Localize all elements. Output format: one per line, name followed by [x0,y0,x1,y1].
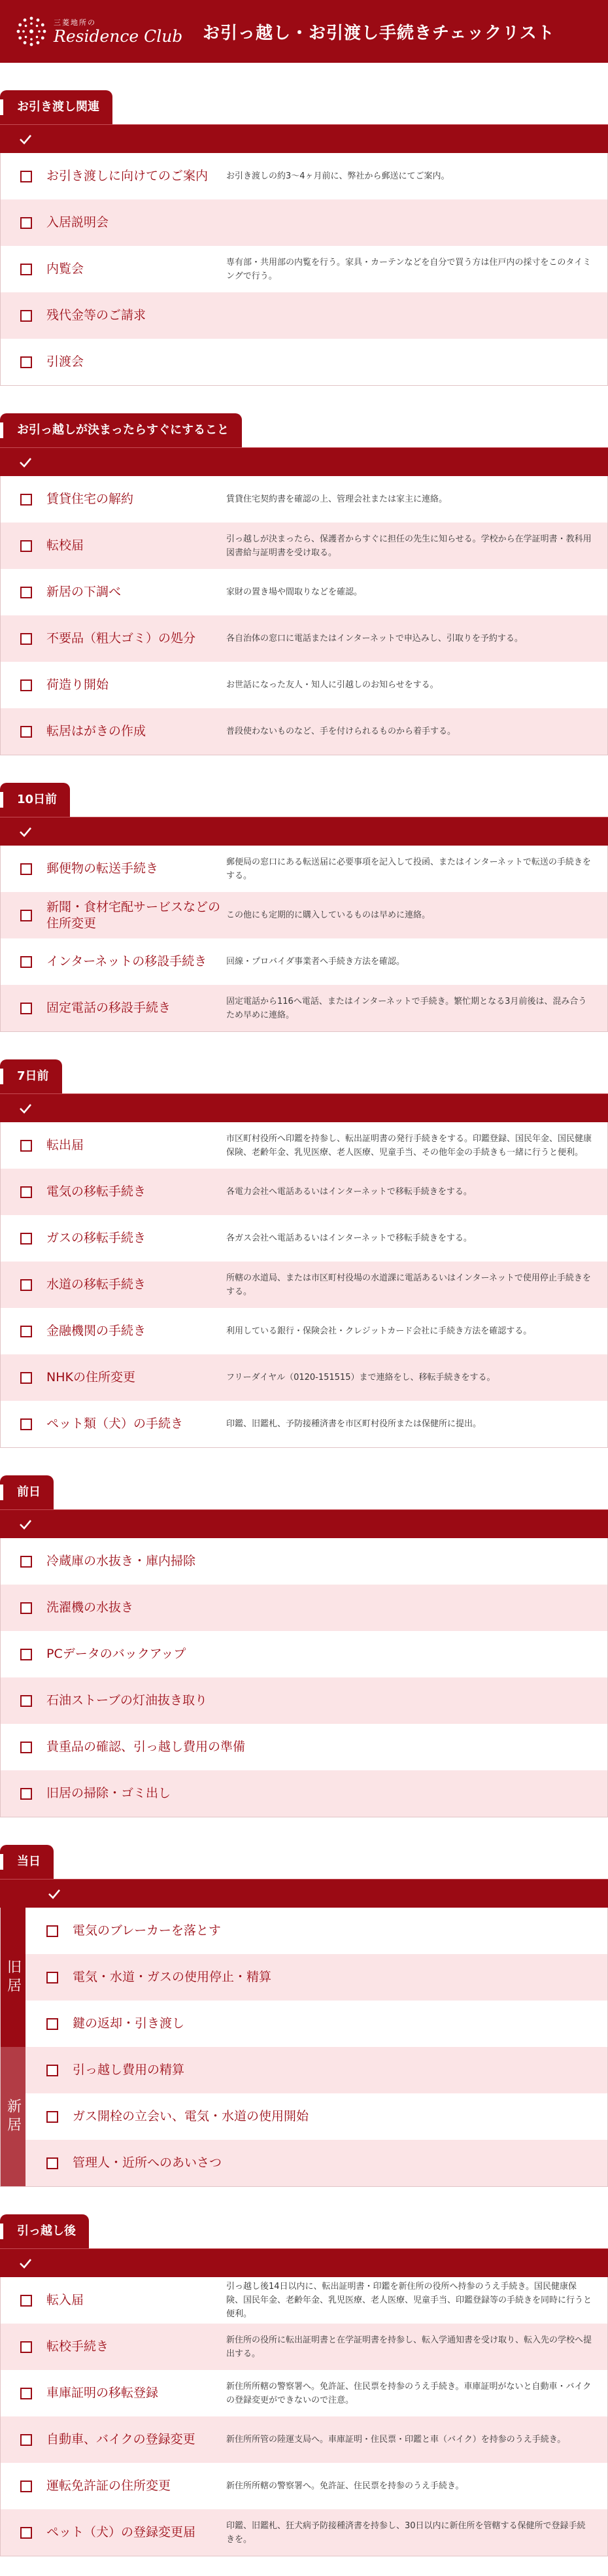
task-note: フリーダイヤル（0120-151515）まで連絡をし、移転手続きをする。 [226,1373,496,1382]
task-label: 転居はがきの作成 [46,724,146,738]
brand-sub: 三菱地所の [54,18,96,27]
checkbox[interactable] [20,633,32,645]
task-label: ガスの移転手続き [46,1231,146,1245]
list-item [25,2001,607,2047]
group-label: 新居 [1,2047,25,2186]
group-label: 旧居 [1,1908,25,2047]
task-note: 回線・プロバイダ事業者へ手続き方法を確認。 [226,957,405,967]
list-item [1,339,607,385]
task-note: 各自治体の窓口に電話またはインターネットで申込みし、引取りを予約する。 [226,634,523,644]
task-note: お世話になった友人・知人に引越しのお知らせをする。 [226,680,439,690]
checkbox[interactable] [20,726,32,738]
task-note: 郵便局の窓口にある転送届に必要事項を記入して投函、またはインターネットで転送の手続きをする。 [226,857,591,881]
check-header [0,1509,608,1538]
task-label: ガス開栓の立会い、電気・水道の使用開始 [73,2109,309,2123]
check-header [0,1879,608,1908]
check-icon [18,825,33,839]
brand-name: Residence Club [54,27,183,46]
list-item [1,1770,607,1817]
list-item [1,2509,607,2556]
task-label: ペット（犬）の登録変更届 [46,2525,196,2539]
checkbox[interactable] [20,2481,32,2492]
list-item [25,1954,607,2001]
task-note: 利用している銀行・保険会社・クレジットカード会社に手続き方法を確認する。 [226,1326,532,1336]
new-home-group [1,2047,607,2186]
section-title: 10日前 [0,783,70,817]
checkbox[interactable] [20,1556,32,1568]
checkbox[interactable] [20,540,32,552]
checkbox[interactable] [20,1649,32,1660]
list-item [1,708,607,755]
task-note: 所轄の水道局、または市区町村役場の水道課に電話あるいはインターネットで使用停止手続きをする。 [226,1273,591,1297]
list-item [1,2463,607,2509]
list-item [1,2416,607,2463]
sunburst-logo-icon [14,14,48,48]
list-item [1,1122,607,1169]
section-after-moving [0,2214,608,2556]
checkbox[interactable] [20,1742,32,1753]
task-label: 引っ越し費用の精算 [73,2063,185,2077]
section-moving-day [0,1845,608,2187]
task-label: 電気・水道・ガスの使用停止・精算 [73,1970,272,1984]
list-item [1,1215,607,1262]
section-day-before [0,1475,608,1817]
section-title: 7日前 [0,1059,62,1093]
task-label: 石油ストーブの灯油抜き取り [46,1693,208,1708]
section-title: 引っ越し後 [0,2214,89,2248]
task-label: 不要品（粗大ゴミ）の処分 [46,631,196,645]
list-item [1,1631,607,1677]
task-label: 転入届 [46,2293,84,2307]
checkbox[interactable] [20,264,32,275]
check-icon [47,1887,61,1901]
task-label: 残代金等のご請求 [46,308,146,322]
check-header [0,817,608,846]
section-title: お引き渡し関連 [0,90,112,124]
task-label: 運転免許証の住所変更 [46,2479,171,2493]
brand-logo[interactable] [0,14,203,48]
checkbox[interactable] [20,217,32,229]
task-note: 各ガス会社へ電話あるいはインターネットで移転手続きをする。 [226,1233,472,1243]
task-note: 新住所所轄の警察署へ。免許証、住民票を持参のうえ手続き。車庫証明がないと自動車・バイクの登録変更ができないので注意。 [226,2381,592,2405]
old-home-group [1,1908,607,2047]
list-item [1,1724,607,1770]
task-label: 電気の移転手続き [46,1184,146,1199]
task-label: 入居説明会 [46,215,109,230]
checkbox[interactable] [20,2434,32,2446]
check-icon [18,132,33,146]
checkbox[interactable] [20,2527,32,2539]
task-note: この他にも定期的に購入しているものは早めに連絡。 [226,910,431,920]
checkbox[interactable] [20,1372,32,1384]
task-label: 洗濯機の水抜き [46,1600,134,1615]
task-label: 貴重品の確認、引っ越し費用の準備 [46,1740,246,1754]
task-label: 賃貸住宅の解約 [46,492,134,506]
task-label: インターネットの移設手続き [46,954,207,969]
task-label: 転出届 [46,1138,84,1152]
list-item [1,292,607,339]
task-label: 旧居の掃除・ゴミ出し [46,1786,171,1800]
checkbox[interactable] [20,679,32,691]
check-header [0,124,608,153]
task-note: 市区町村役所へ印鑑を持参し、転出証明書の発行手続きをする。印鑑登録、国民年金、国民健康保険、老齢年金、乳児医療、老人医療、児童手当、その他年金の手続きも一緒に行うと便利。 [226,1133,592,1158]
checkbox[interactable] [20,1695,32,1707]
list-item [1,199,607,246]
list-item [1,846,607,892]
checkbox[interactable] [20,863,32,875]
task-note: 新住所所轄の警察署へ。免許証、住民票を持参のうえ手続き。 [226,2481,464,2491]
checkbox[interactable] [20,956,32,968]
task-note: 引っ越し後14日以内に、転出証明書・印鑑を新住所の役所へ持参のうえ手続き。国民健康保険、国民年金、老齢年金、乳児医療、老人医療、児童手当、印鑑登録等の手続きを同時に行うと便利。 [226,2282,592,2319]
task-note: 新住所の役所に転出証明書と在学証明書を持参し、転入学通知書を受け取り、転入先の学校へ提出する。 [226,2335,592,2359]
checkbox[interactable] [20,494,32,506]
task-label: お引き渡しに向けてのご案内 [46,169,209,183]
section-title: 当日 [0,1845,54,1879]
checkbox[interactable] [20,1186,32,1198]
checkbox[interactable] [20,1140,32,1152]
task-label: 新聞・食材宅配サービスなどの住所変更 [46,899,221,931]
section-7-days-before [0,1059,608,1448]
checkbox[interactable] [20,2295,32,2307]
task-label: 引渡会 [46,354,84,369]
check-header [0,1093,608,1122]
check-header [0,2248,608,2277]
task-label: 郵便物の転送手続き [46,861,159,876]
task-label: ペット類（犬）の手続き [46,1417,184,1431]
check-icon [18,1517,33,1532]
checkbox[interactable] [46,2157,58,2169]
list-item [1,153,607,199]
page-title: お引っ越し・お引渡し手続きチェックリスト [203,23,555,43]
check-icon [18,1101,33,1116]
task-label: 固定電話の移設手続き [46,1001,171,1015]
checkbox[interactable] [20,587,32,598]
list-item [1,2324,607,2370]
section-10-days-before [0,783,608,1032]
task-label: NHKの住所変更 [46,1370,135,1384]
task-note: 専有部・共用部の内覧を行う。家具・カーテンなどを自分で買う方は住戸内の採寸をこのタイミングで行う。 [226,257,592,281]
list-item [1,2370,607,2416]
task-note: 新住所所管の陸運支局へ。車庫証明・住民票・印鑑と車（バイク）を持参のうえ手続き。 [226,2435,566,2445]
list-item [1,1677,607,1724]
checkbox[interactable] [20,310,32,322]
section-handover [0,90,608,386]
checkbox[interactable] [20,1279,32,1291]
list-item [1,1262,607,1308]
section-immediately [0,413,608,755]
section-title: 前日 [0,1475,54,1509]
task-note: 家財の置き場や間取りなどを確認。 [226,587,363,597]
checkbox[interactable] [46,2065,58,2076]
check-icon [18,2256,33,2271]
checkbox[interactable] [46,1925,58,1937]
list-item [1,2277,607,2324]
list-item [1,1585,607,1631]
list-item [1,662,607,708]
task-label: 荷造り開始 [46,678,109,692]
section-title: お引っ越しが決まったらすぐにすること [0,413,242,447]
list-item [25,2047,607,2093]
list-item [1,1169,607,1215]
task-note: 普段使わないものなど、手を付けられるものから着手する。 [226,727,456,736]
task-note: 固定電話から116へ電話、またはインターネットで手続き。繁忙期となる3月前後は、混み合うため早めに連絡。 [226,996,587,1020]
task-label: 自動車、バイクの登録変更 [46,2432,195,2447]
page-header [0,0,608,63]
task-label: 管理人・近所へのあいさつ [73,2155,222,2170]
list-item [25,2140,607,2186]
list-item [1,569,607,615]
checkbox[interactable] [20,1233,32,1245]
task-label: 鍵の返却・引き渡し [73,2016,185,2031]
checkbox[interactable] [20,1602,32,1614]
checkbox[interactable] [20,1418,32,1430]
task-label: PCデータのバックアップ [46,1647,186,1661]
task-label: 冷蔵庫の水抜き・庫内掃除 [46,1554,196,1568]
checkbox[interactable] [20,356,32,368]
checkbox[interactable] [46,2111,58,2123]
checkbox[interactable] [20,2341,32,2353]
task-note: お引き渡しの約3〜4ヶ月前に、弊社から郵送にてご案内。 [226,171,450,181]
task-label: 水道の移転手続き [46,1277,146,1292]
checkbox[interactable] [20,1326,32,1337]
checkbox[interactable] [20,1003,32,1014]
checkbox[interactable] [46,1972,58,1984]
list-item [1,615,607,662]
list-item [25,2093,607,2140]
task-note: 印鑑、旧鑑札、予防接種済書を市区町村役所または保健所に提出。 [226,1419,482,1429]
list-item [1,1401,607,1447]
task-label: 転校手続き [46,2339,109,2354]
task-label: 内覧会 [46,262,84,276]
list-item [1,1308,607,1354]
task-label: 転校届 [46,538,84,553]
task-label: 車庫証明の移転登録 [46,2386,159,2400]
list-item [1,1538,607,1585]
checkbox[interactable] [46,2018,58,2030]
checkbox[interactable] [20,1788,32,1800]
checkbox[interactable] [20,171,32,182]
check-header [0,447,608,476]
task-note: 印鑑、旧鑑札、狂犬病予防接種済書を持参し、30日以内に新住所を管轄する保健所で登録手続きを。 [226,2520,586,2545]
task-label: 電気のブレーカーを落とす [73,1923,221,1938]
task-label: 新居の下調べ [46,585,122,599]
list-item [1,476,607,523]
list-item [25,1908,607,1954]
list-item [1,892,607,938]
task-note: 引っ越しが決まったら、保護者からすぐに担任の先生に知らせる。学校から在学証明書・教科用図書給与証明書を受け取る。 [226,534,592,558]
checkbox[interactable] [20,2388,32,2399]
list-item [1,1354,607,1401]
list-item [1,523,607,569]
checkbox[interactable] [20,910,32,921]
list-item [1,938,607,985]
check-icon [18,455,33,470]
list-item [1,985,607,1031]
list-item [1,246,607,292]
task-note: 各電力会社へ電話あるいはインターネットで移転手続きをする。 [226,1187,472,1197]
task-label: 金融機関の手続き [46,1324,146,1338]
task-note: 賃貸住宅契約書を確認の上、管理会社または家主に連絡。 [226,494,448,504]
